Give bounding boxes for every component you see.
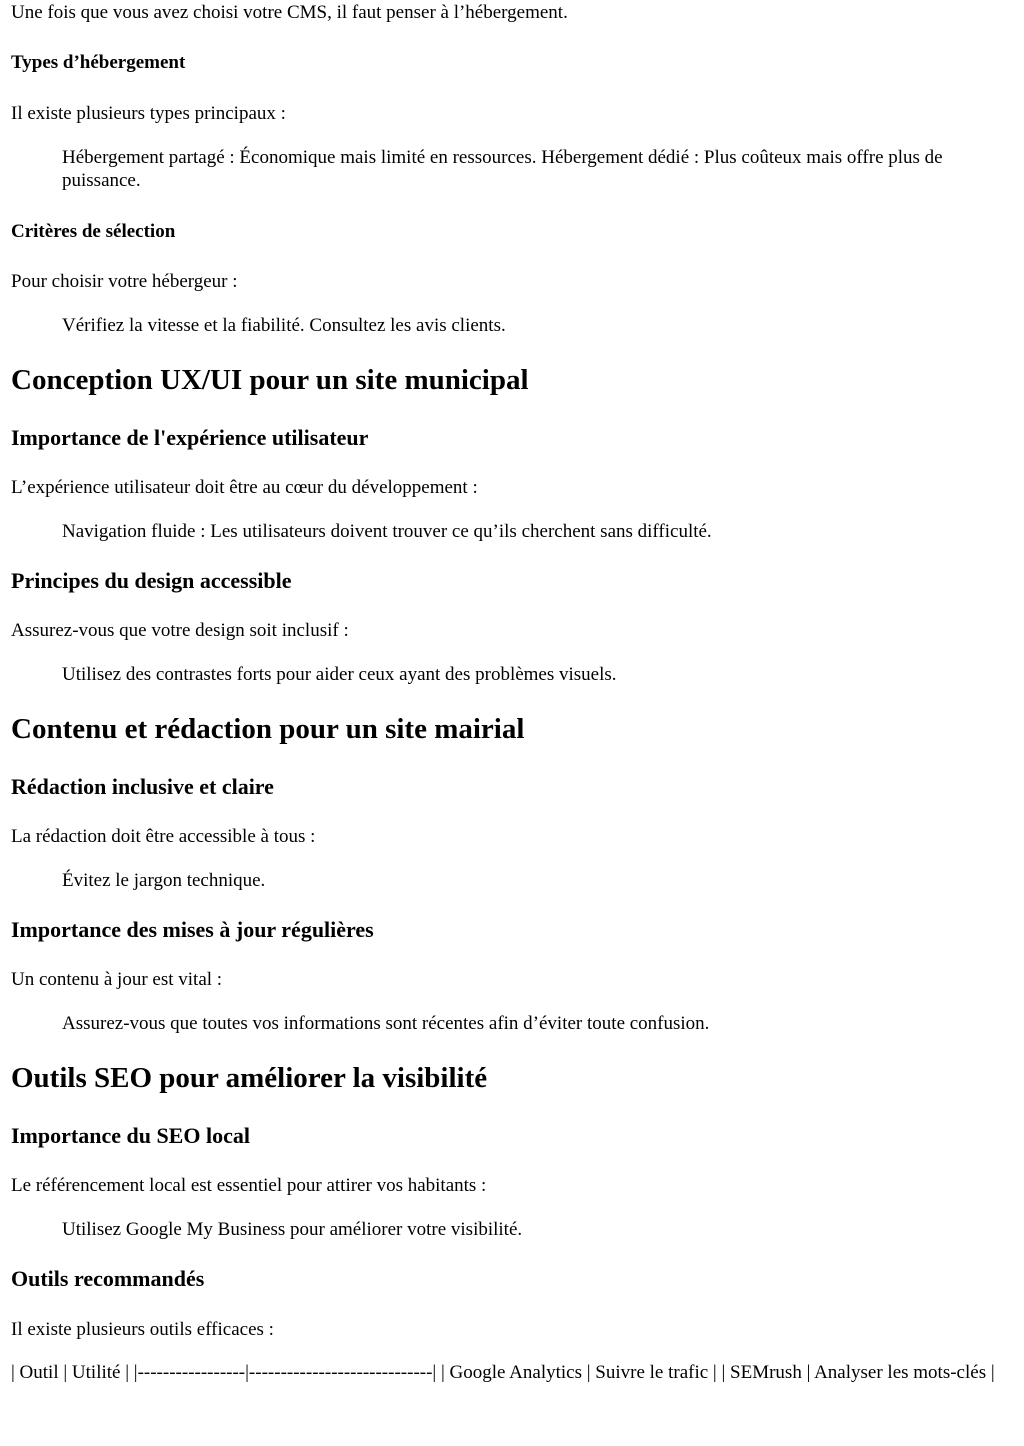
seo-tools-intro: Il existe plusieurs outils efficaces :	[11, 1319, 274, 1340]
seo-local-heading: Importance du SEO local	[11, 1123, 250, 1148]
ux-accessible-heading: Principes du design accessible	[11, 568, 292, 593]
ux-accessible-intro: Assurez-vous que votre design soit inclusif :	[11, 620, 349, 641]
content-section-heading: Contenu et rédaction pour un site mairial	[11, 713, 525, 745]
hosting-types-heading: Types d’hébergement	[11, 52, 186, 73]
content-writing-quote: Évitez le jargon technique.	[62, 870, 266, 891]
hosting-criteria-intro: Pour choisir votre hébergeur :	[11, 271, 238, 292]
ux-experience-intro: L’expérience utilisateur doit être au cœur du développement :	[11, 477, 478, 498]
content-updates-intro: Un contenu à jour est vital :	[11, 969, 223, 990]
seo-tools-heading: Outils recommandés	[11, 1266, 205, 1291]
content-writing-heading: Rédaction inclusive et claire	[11, 774, 274, 799]
hosting-types-quote: Hébergement partagé : Économique mais limité en ressources. Hébergement dédié : Plus coûteux mais offre plus de puissance.	[62, 147, 943, 191]
ux-section-heading: Conception UX/UI pour un site municipal	[11, 364, 529, 396]
content-writing-intro: La rédaction doit être accessible à tous :	[11, 826, 316, 847]
ux-experience-heading: Importance de l'expérience utilisateur	[11, 425, 369, 450]
hosting-criteria-quote: Vérifiez la vitesse et la fiabilité. Consultez les avis clients.	[62, 315, 506, 336]
seo-tools-table-text: | Outil | Utilité | |-----------------|-----------------------------| | Google Analytics | Suivre le trafic | | SEMrush | Analyser les mots-clés |	[11, 1362, 995, 1383]
seo-section-heading: Outils SEO pour améliorer la visibilité	[11, 1062, 488, 1094]
hosting-types-intro: Il existe plusieurs types principaux :	[11, 103, 286, 124]
content-updates-quote: Assurez-vous que toutes vos informations sont récentes afin d’éviter toute confusion.	[62, 1013, 710, 1034]
hosting-criteria-heading: Critères de sélection	[11, 221, 176, 242]
content-updates-heading: Importance des mises à jour régulières	[11, 917, 374, 942]
ux-accessible-quote: Utilisez des contrastes forts pour aider ceux ayant des problèmes visuels.	[62, 664, 617, 685]
intro-paragraph: Une fois que vous avez choisi votre CMS, il faut penser à l’hébergement.	[11, 2, 568, 23]
ux-experience-quote: Navigation fluide : Les utilisateurs doivent trouver ce qu’ils cherchent sans difficulté.	[62, 521, 712, 542]
seo-local-quote: Utilisez Google My Business pour améliorer votre visibilité.	[62, 1219, 523, 1240]
seo-local-intro: Le référencement local est essentiel pour attirer vos habitants :	[11, 1175, 487, 1196]
